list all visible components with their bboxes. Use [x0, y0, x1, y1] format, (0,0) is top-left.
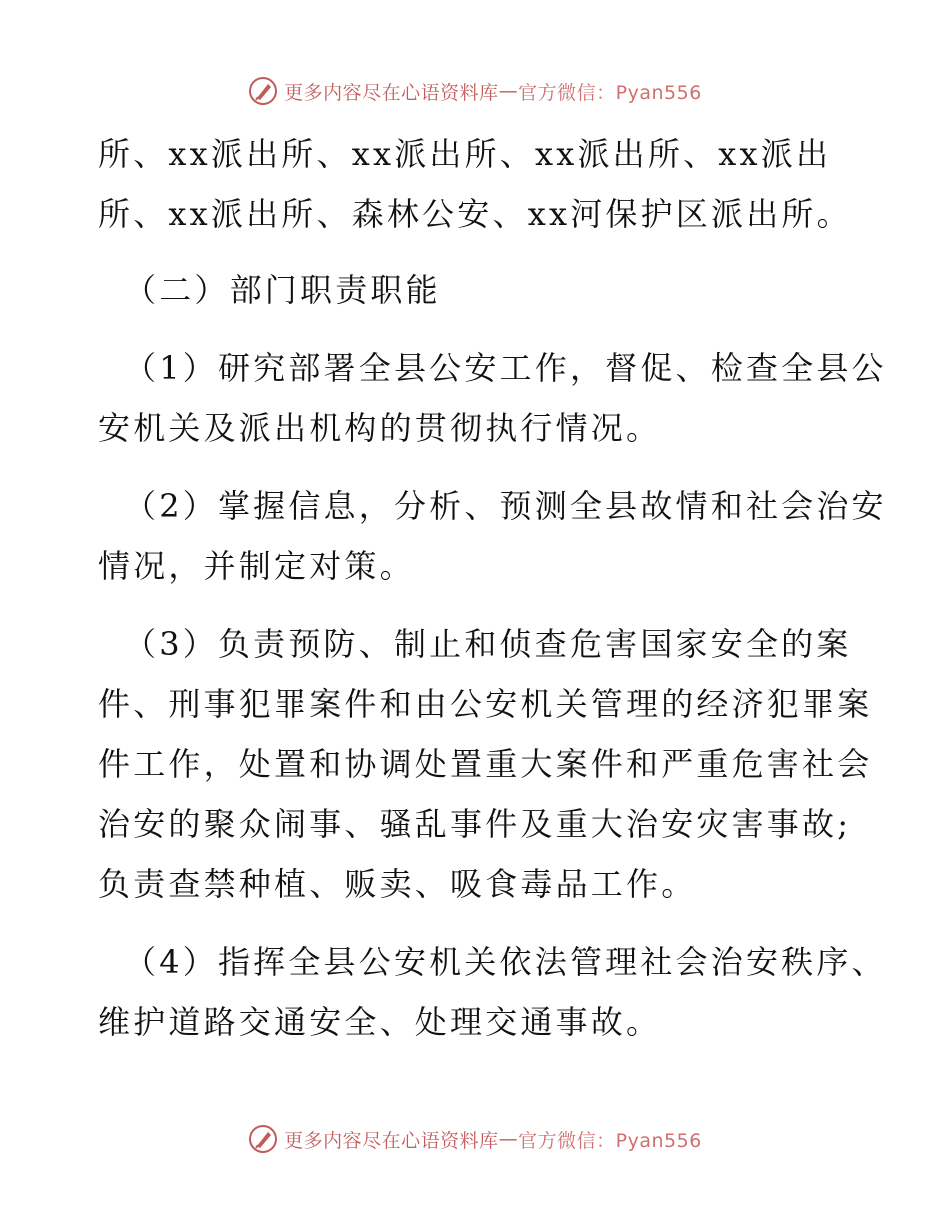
watermark-separator: — [498, 1128, 519, 1150]
watermark-text: 更多内容尽在心语资料库 [284, 81, 499, 104]
section-heading: （二）部门职责职能 [124, 271, 441, 309]
quill-pen-logo-icon [248, 1124, 278, 1154]
watermark-separator: — [498, 80, 519, 102]
duty-item-2 [98, 476, 887, 596]
paragraph-line: 件、刑事犯罪案件和由公安机关管理的经济犯罪案 [98, 685, 873, 723]
footer-watermark [0, 1119, 950, 1159]
paragraph-line: 所、xx派出所、xx派出所、xx派出所、xx派出 [98, 135, 832, 173]
paragraph-line: 治安的聚众闹事、骚乱事件及重大治安灾害事故; [98, 805, 852, 843]
watermark-text: 更多内容尽在心语资料库 [284, 1129, 499, 1152]
paragraph-line: 维护道路交通安全、处理交通事故。 [98, 1003, 662, 1041]
watermark-contact: 官方微信：Pyan556 [518, 1129, 702, 1152]
paragraph-line: 情况，并制定对策。 [98, 547, 415, 585]
duty-item-4 [98, 932, 887, 1052]
paragraph-line: （4）指挥全县公安机关依法管理社会治安秩序、 [124, 943, 887, 981]
quill-pen-logo-icon [248, 76, 278, 106]
paragraph-line: （3）负责预防、制止和侦查危害国家安全的案 [124, 625, 852, 663]
paragraph-line: 件工作，处置和协调处置重大案件和严重危害社会 [98, 745, 873, 783]
header-watermark [0, 71, 950, 111]
paragraph-line: 所、xx派出所、森林公安、xx河保护区派出所。 [98, 195, 852, 233]
paragraph-line: 安机关及派出机构的贯彻执行情况。 [98, 409, 662, 447]
watermark-contact: 官方微信：Pyan556 [518, 81, 702, 104]
document-body [98, 124, 887, 1052]
duty-item-3 [98, 614, 873, 914]
duty-item-1 [98, 338, 887, 458]
paragraph-line: （1）研究部署全县公安工作，督促、检查全县公 [124, 349, 887, 387]
paragraph-line: （2）掌握信息，分析、预测全县故情和社会治安 [124, 487, 887, 525]
intro-paragraph [98, 124, 858, 244]
paragraph-line: 负责查禁种植、贩卖、吸食毒品工作。 [98, 865, 697, 903]
